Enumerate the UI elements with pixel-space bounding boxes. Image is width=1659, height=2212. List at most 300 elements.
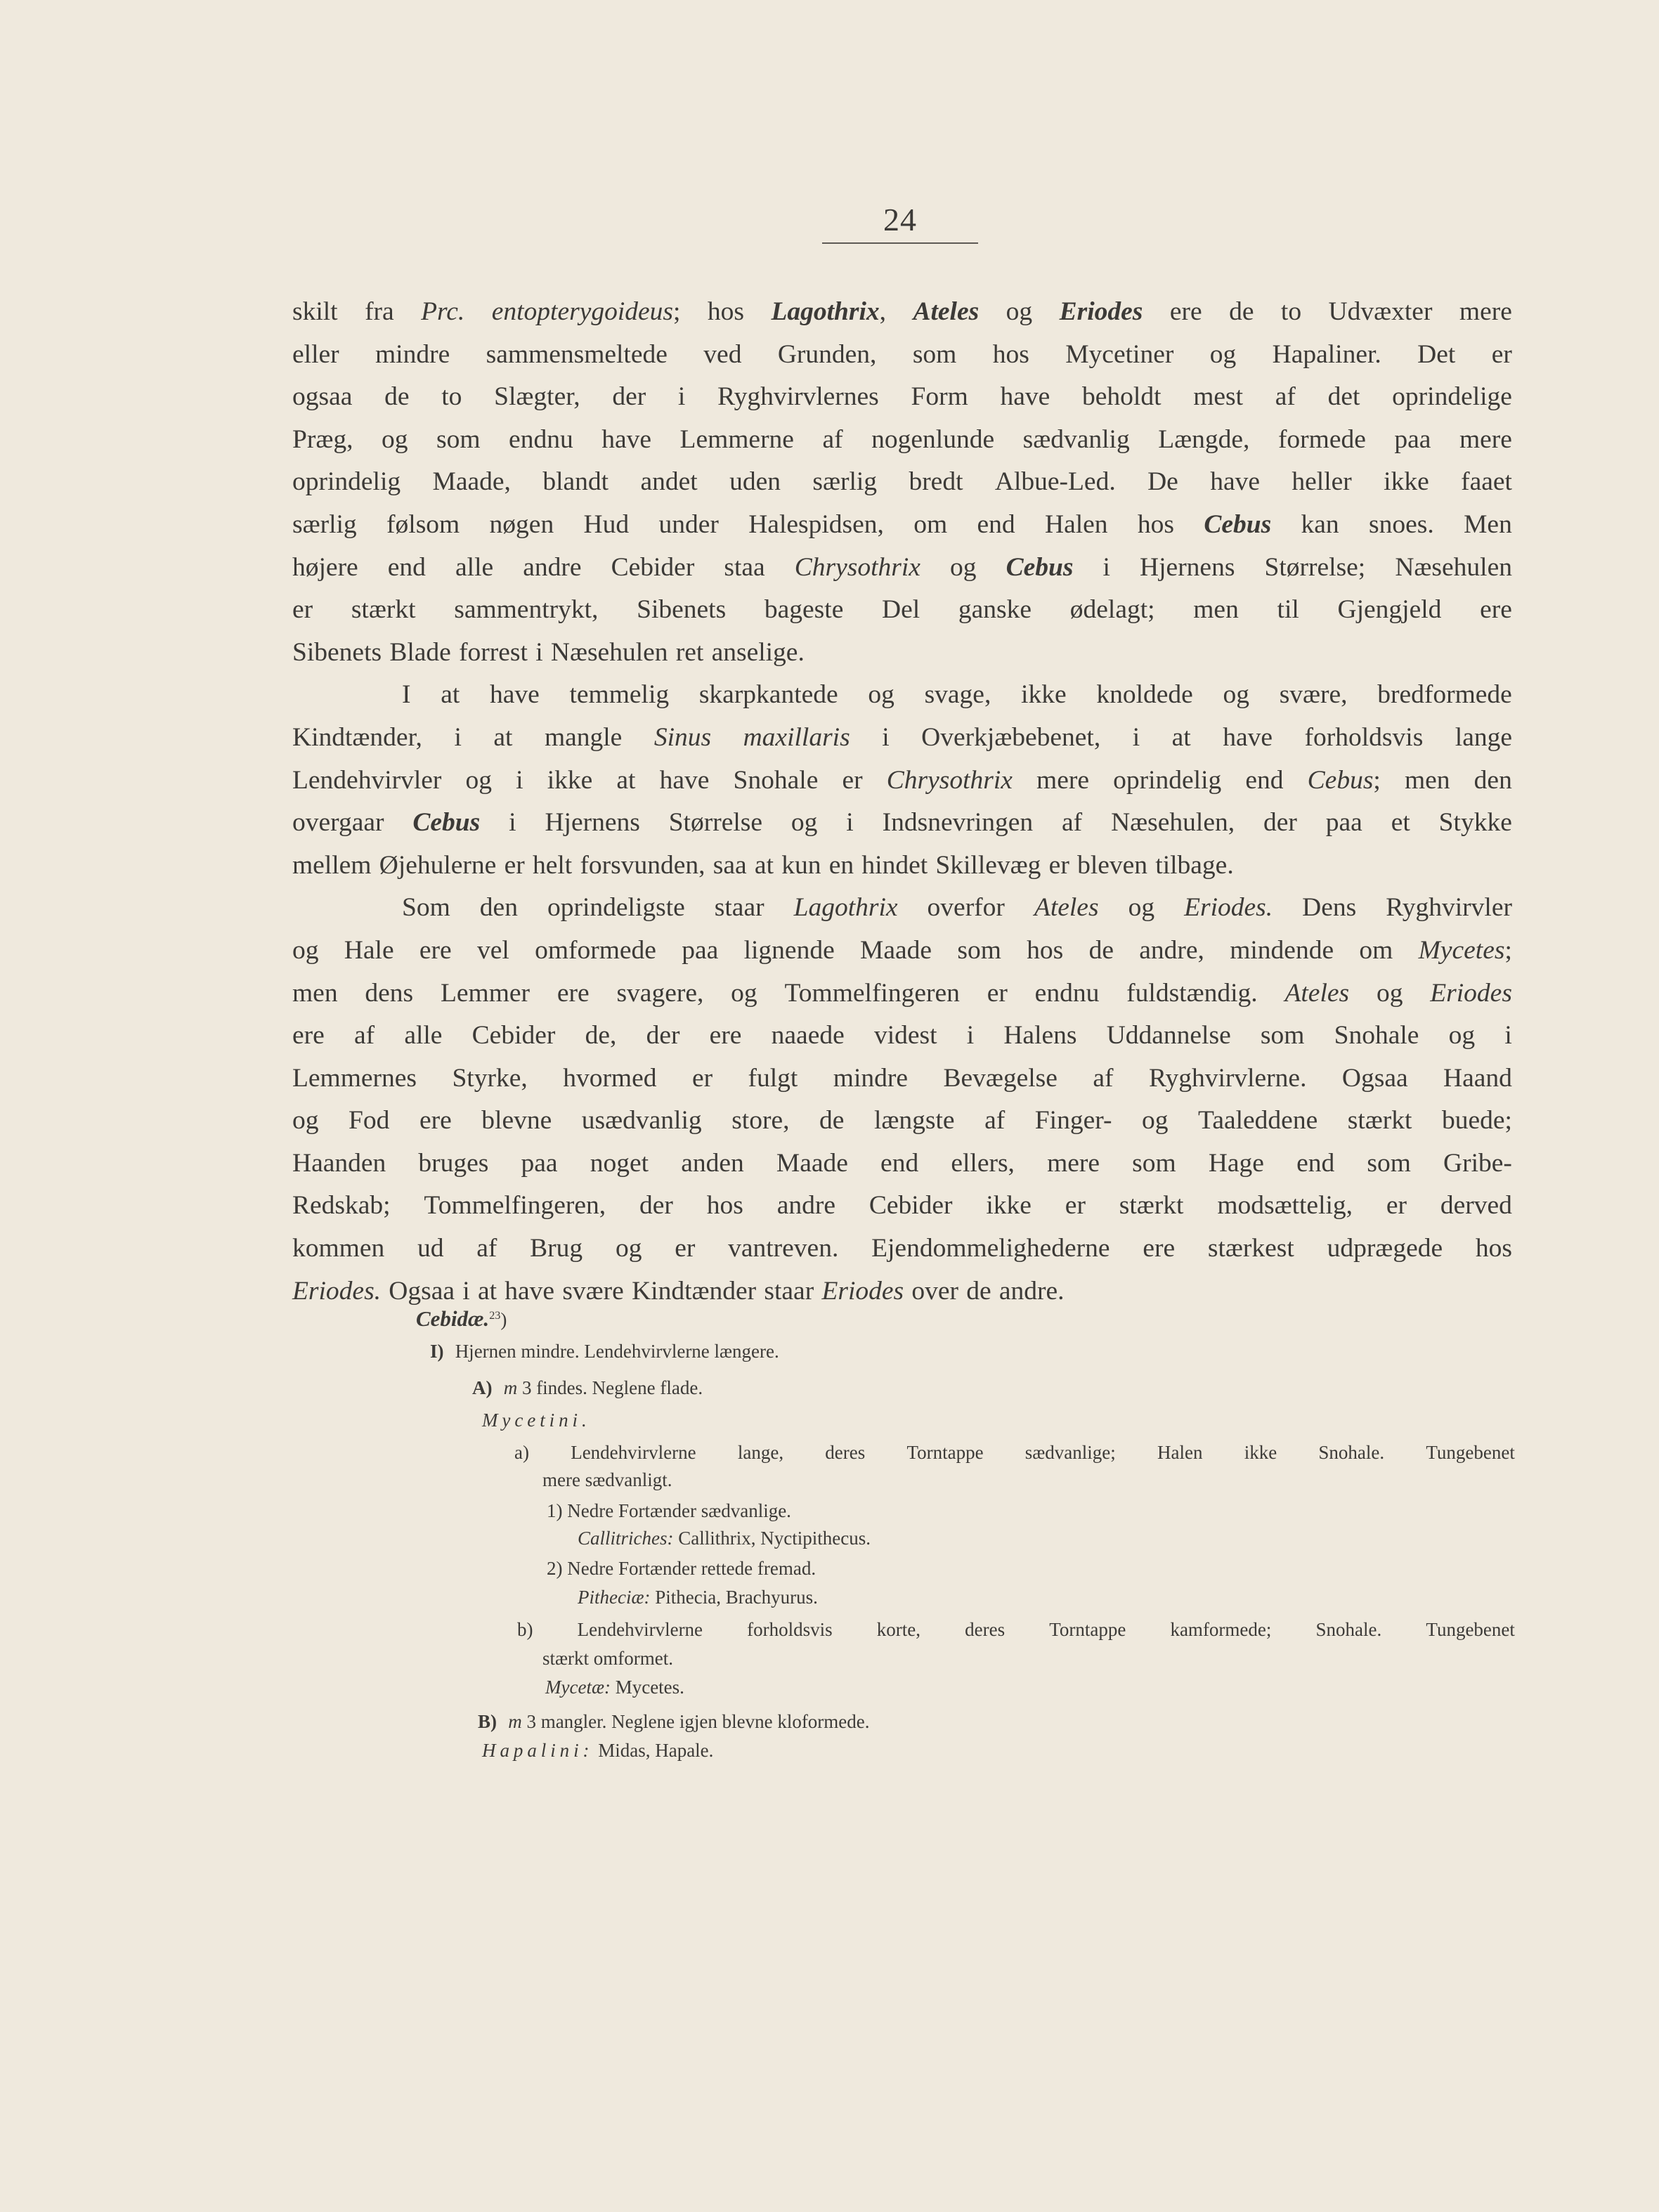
word: Blade: [389, 637, 451, 667]
word: to: [1280, 297, 1302, 326]
word: mest: [1193, 382, 1244, 412]
word: temmelig: [569, 680, 670, 710]
word: lange: [1455, 722, 1512, 752]
word: mellem: [292, 850, 372, 880]
word: og: [950, 552, 977, 582]
word: have: [505, 1276, 555, 1306]
word: forsvunden,: [580, 850, 705, 880]
word: andre: [523, 552, 582, 582]
word: Styrke,: [452, 1063, 528, 1093]
word: og: [1006, 297, 1033, 326]
word: I: [402, 680, 411, 710]
word: som: [436, 424, 481, 454]
word: deres: [965, 1619, 1006, 1640]
word: Haanden: [292, 1148, 386, 1178]
word: fuldstændig.: [1126, 978, 1258, 1008]
word: stærkest: [1207, 1234, 1294, 1263]
key-line: [478, 1707, 870, 1736]
word: mindre: [375, 339, 450, 369]
word: Fod: [349, 1106, 390, 1136]
word: paa: [682, 935, 719, 965]
word: uden: [729, 467, 781, 497]
word: Som: [402, 893, 450, 923]
word: mere: [1047, 1148, 1100, 1178]
word: Gribe-: [1443, 1148, 1512, 1178]
word: mindende: [1230, 935, 1334, 965]
word: bredformede: [1377, 680, 1512, 710]
word: og: [1142, 1106, 1169, 1136]
word: sammentrykt,: [454, 595, 599, 625]
word: om: [913, 509, 948, 539]
key-line: [482, 1405, 591, 1435]
word: mere: [1036, 765, 1089, 795]
key-line: [430, 1336, 779, 1366]
word: Ateles: [1284, 978, 1350, 1008]
word: ere: [557, 978, 590, 1008]
word: af: [984, 1106, 1006, 1136]
text-line: [292, 717, 1512, 760]
word: paa: [1325, 808, 1362, 838]
word: forholdsvis: [1304, 722, 1424, 752]
text-line: [292, 972, 1512, 1015]
word: kan: [1301, 509, 1339, 539]
word: og: [292, 935, 319, 965]
key-text: 3 findes. Neglene flade.: [517, 1377, 703, 1398]
word: a): [514, 1442, 529, 1463]
word: heller: [1292, 467, 1352, 497]
word: Halen: [1157, 1442, 1203, 1463]
word: svagere,: [616, 978, 704, 1008]
text-line: [292, 760, 1512, 802]
text-line: [292, 845, 1512, 887]
word: have: [1000, 382, 1050, 412]
word: og: [292, 1106, 319, 1136]
word: Chrysothrix: [886, 765, 1013, 795]
word: Halens: [1003, 1021, 1077, 1050]
word: at: [754, 850, 774, 880]
word: Halespidsen,: [748, 509, 884, 539]
word: store,: [731, 1106, 790, 1136]
word: hos: [707, 297, 744, 326]
key-text: Callithrix, Nyctipithecus.: [673, 1528, 871, 1549]
word: at: [616, 765, 636, 795]
word: i: [454, 722, 462, 752]
text-line: [292, 547, 1512, 590]
word: ellers,: [951, 1148, 1015, 1178]
word: alle: [455, 552, 494, 582]
word: kamformede;: [1170, 1619, 1272, 1640]
word: som: [1367, 1148, 1411, 1178]
word: Maade: [776, 1148, 848, 1178]
key-text: stærkt omformet.: [542, 1648, 673, 1669]
key-line: [547, 1496, 791, 1525]
word: naaede: [771, 1021, 845, 1050]
word: videst: [873, 1021, 937, 1050]
key-line: [578, 1582, 818, 1612]
key-line: [472, 1373, 703, 1403]
word: Bevægelse: [943, 1063, 1058, 1093]
word: Lemmerne: [679, 424, 794, 454]
footnote-ref: 23: [489, 1309, 501, 1322]
word: er: [691, 1063, 713, 1093]
word: Taaleddene: [1198, 1106, 1318, 1136]
word: er: [675, 1234, 696, 1263]
word: mangle: [544, 722, 623, 752]
word: forholdsvis: [747, 1619, 833, 1640]
text-line: [292, 1143, 1512, 1185]
word: formede: [1277, 424, 1366, 454]
word: bleven: [1077, 850, 1148, 880]
word: have: [1223, 722, 1273, 752]
word: ere: [419, 935, 452, 965]
word: længste: [873, 1106, 955, 1136]
word: de: [966, 1276, 991, 1306]
word: er: [842, 765, 863, 795]
word: hvormed: [563, 1063, 657, 1093]
word: endnu: [1034, 978, 1100, 1008]
word: Finger-: [1034, 1106, 1112, 1136]
word: Hale: [344, 935, 394, 965]
word: svære,: [1279, 680, 1348, 710]
word: Ateles: [1034, 893, 1099, 923]
word: af: [822, 424, 843, 454]
word: som: [912, 339, 957, 369]
key-text: Callitriches:: [578, 1528, 674, 1549]
word: er: [504, 850, 525, 880]
word: som: [1260, 1021, 1305, 1050]
text-line: [292, 632, 1512, 675]
word: Præg,: [292, 424, 353, 454]
word: Mycetiner: [1065, 339, 1174, 369]
word: Prc.: [421, 297, 465, 326]
text-line: [292, 504, 1512, 547]
word: anden: [681, 1148, 744, 1178]
key-line: [578, 1523, 871, 1553]
word: Grunden,: [777, 339, 877, 369]
word: mindre: [833, 1063, 909, 1093]
word: i: [1504, 1021, 1512, 1050]
word: i: [509, 808, 516, 838]
word: maxillaris: [743, 722, 850, 752]
key-marker: I): [430, 1341, 449, 1362]
word: i: [1132, 722, 1140, 752]
word: have: [1210, 467, 1261, 497]
word: overgaar: [292, 808, 384, 838]
word: tilbage.: [1155, 850, 1234, 880]
word: og: [465, 765, 493, 795]
word: have: [601, 424, 652, 454]
word: der: [639, 1191, 673, 1221]
word: hos: [1027, 935, 1064, 965]
word: ere: [1143, 1234, 1176, 1263]
word: om: [1359, 935, 1393, 965]
word: og: [382, 424, 408, 454]
word: svage,: [924, 680, 991, 710]
word: Eriodes.: [1184, 893, 1273, 923]
word: Stykke: [1438, 808, 1512, 838]
word: buede;: [1442, 1106, 1512, 1136]
key-text: Pithecia, Brachyurus.: [650, 1587, 818, 1608]
word: er: [1048, 850, 1069, 880]
word: hindet: [861, 850, 928, 880]
word: Kindtænder,: [292, 722, 422, 752]
key-text: 3 mangler. Neglene igjen blevne kloformede.: [521, 1711, 870, 1732]
word: er: [987, 978, 1008, 1008]
word: ikke: [1244, 1442, 1277, 1463]
word: Cebus;: [1307, 765, 1381, 795]
key-marker: B): [478, 1711, 502, 1732]
key-line: [482, 1736, 713, 1765]
word: Lendehvirvler: [292, 765, 442, 795]
word: ikke: [1384, 467, 1429, 497]
word: over: [911, 1276, 958, 1306]
word: Redskab;: [292, 1191, 391, 1221]
word: men: [1193, 595, 1239, 625]
word: ikke: [986, 1191, 1032, 1221]
word: Mycetes;: [1418, 935, 1512, 965]
word: overfor: [927, 893, 1005, 923]
word: ret: [675, 637, 704, 667]
word: den: [479, 893, 518, 923]
key-text: Hapalini:: [482, 1740, 594, 1761]
text-line: [292, 887, 1512, 930]
word: Størrelse;: [1264, 552, 1366, 582]
word: bruges: [418, 1148, 489, 1178]
word: og: [1223, 680, 1249, 710]
word: Størrelse: [668, 808, 763, 838]
word: der: [612, 382, 646, 412]
word: omformede: [535, 935, 656, 965]
word: Torntappe: [1049, 1619, 1126, 1640]
word: Tungebenet: [1426, 1619, 1515, 1640]
word: Næsehulen: [1395, 552, 1512, 582]
word: af: [1275, 382, 1296, 412]
word: som: [1132, 1148, 1176, 1178]
word: Cebus: [1006, 552, 1074, 582]
text-line: [292, 461, 1512, 504]
word: at: [1171, 722, 1191, 752]
word: ikke: [1021, 680, 1067, 710]
word: Tommelfingeren,: [424, 1191, 606, 1221]
word: der: [646, 1021, 680, 1050]
word: under: [658, 509, 719, 539]
word: at: [493, 722, 513, 752]
key-line: [547, 1554, 816, 1583]
word: og: [868, 680, 894, 710]
key-title-text: Cebidæ.: [416, 1306, 490, 1331]
word: stærkt: [1119, 1191, 1184, 1221]
word: i: [1102, 552, 1110, 582]
word: blandt: [542, 467, 609, 497]
word: endnu: [509, 424, 573, 454]
word: staar: [714, 893, 765, 923]
word: have: [489, 680, 540, 710]
word: ere: [292, 1021, 325, 1050]
word: og: [615, 1234, 642, 1263]
word: Længde,: [1158, 424, 1250, 454]
key-line: [542, 1644, 673, 1673]
word: Tungebenet: [1426, 1442, 1515, 1463]
word: Chrysothrix: [794, 552, 920, 582]
word: Hapaliner.: [1272, 339, 1381, 369]
word: andet: [640, 467, 698, 497]
word: Cebider: [471, 1021, 556, 1050]
word: paa: [1394, 424, 1431, 454]
word: Skillevæg: [935, 850, 1041, 880]
word: Men: [1464, 509, 1512, 539]
key-line: [545, 1672, 684, 1702]
word: sædvanlig: [1022, 424, 1130, 454]
key-line: [514, 1438, 1515, 1467]
word: end: [977, 509, 1015, 539]
word: særlig: [292, 509, 357, 539]
key-text: Mycetini.: [482, 1410, 591, 1431]
word: hos: [706, 1191, 743, 1221]
text-line: [292, 376, 1512, 419]
word: vantreven.: [728, 1234, 839, 1263]
word: af: [353, 1021, 375, 1050]
word: at: [441, 680, 460, 710]
word: den: [1473, 765, 1512, 795]
word: Sinus: [653, 722, 712, 752]
word: oprindeligste: [547, 893, 685, 923]
page-number: 24: [883, 202, 917, 238]
word: skilt: [292, 297, 338, 326]
word: skarpkantede: [698, 680, 838, 710]
word: og: [1128, 893, 1155, 923]
word: sædvanlige;: [1024, 1442, 1116, 1463]
word: Del: [882, 595, 920, 625]
word: Cebider: [868, 1191, 953, 1221]
word: Torntappe: [906, 1442, 984, 1463]
word: ved: [703, 339, 742, 369]
text-line: [292, 419, 1512, 462]
word: ikke: [547, 765, 593, 795]
word: de: [1088, 935, 1114, 965]
word: Snohale: [1334, 1021, 1419, 1050]
body-text: [292, 291, 1512, 1313]
word: nøgen: [489, 509, 554, 539]
word: anselige.: [711, 637, 805, 667]
word: Eriodes: [1430, 978, 1512, 1008]
word: af: [1062, 808, 1083, 838]
text-line: [292, 1185, 1512, 1228]
key-marker: A): [472, 1377, 497, 1398]
word: Uddannelse: [1106, 1021, 1231, 1050]
word: derved: [1440, 1191, 1512, 1221]
word: de: [1229, 297, 1254, 326]
word: Halen: [1045, 509, 1108, 539]
word: Form: [911, 382, 968, 412]
word: nogenlunde: [871, 424, 995, 454]
word: oprindelig: [292, 467, 401, 497]
word: er: [292, 595, 313, 625]
word: deres: [825, 1442, 866, 1463]
word: de,: [585, 1021, 617, 1050]
word: er: [1491, 339, 1512, 369]
word: Gjengjeld: [1337, 595, 1442, 625]
word: Næsehulen,: [1111, 808, 1235, 838]
word: entopterygoideus;: [491, 297, 681, 326]
word: det: [1327, 382, 1360, 412]
word: staar: [764, 1276, 814, 1306]
word: Øjehulerne: [379, 850, 497, 880]
word: Tommelfingeren: [784, 978, 960, 1008]
word: er: [1386, 1191, 1407, 1221]
page-number-rule: [822, 242, 978, 244]
word: Eriodes: [1059, 297, 1143, 326]
word: end: [880, 1148, 919, 1178]
word: Eriodes: [821, 1276, 904, 1306]
word: Ryghvirvlerne.: [1148, 1063, 1307, 1093]
word: i: [462, 1276, 470, 1306]
word: andre,: [1139, 935, 1204, 965]
word: Det: [1417, 339, 1456, 369]
word: ere: [1169, 297, 1202, 326]
word: af: [1093, 1063, 1114, 1093]
word: Dens: [1302, 893, 1357, 923]
text-line: [292, 1015, 1512, 1058]
key-text: Mycetæ:: [545, 1677, 611, 1698]
word: korte,: [876, 1619, 921, 1640]
word: mere: [1459, 297, 1512, 326]
word: og: [1376, 978, 1403, 1008]
word: ere: [419, 1106, 452, 1136]
word: Hjernens: [545, 808, 640, 838]
word: fra: [365, 297, 394, 326]
text-line: [292, 1228, 1512, 1270]
word: noget: [590, 1148, 649, 1178]
word: stærkt: [1347, 1106, 1412, 1136]
word: højere: [292, 552, 358, 582]
word: og: [1209, 339, 1237, 369]
word: Sibenets: [292, 637, 382, 667]
word: stærkt: [351, 595, 416, 625]
word: Lendehvirvlerne: [577, 1619, 703, 1640]
key-text: Pitheciæ:: [578, 1587, 651, 1608]
word: en: [828, 850, 854, 880]
word: sammensmeltede: [486, 339, 668, 369]
word: Ejendommelighederne: [871, 1234, 1110, 1263]
word: Hjernens: [1140, 552, 1235, 582]
word: i: [966, 1021, 975, 1050]
word: Snohale: [733, 765, 819, 795]
word: usædvanlig: [581, 1106, 702, 1136]
word: og: [1448, 1021, 1476, 1050]
word: ganske: [958, 595, 1032, 625]
word: beholdt: [1082, 382, 1162, 412]
word: er: [1065, 1191, 1086, 1221]
word: de: [819, 1106, 845, 1136]
word: kun: [781, 850, 821, 880]
word: Maade: [860, 935, 932, 965]
word: kommen: [292, 1234, 385, 1263]
word: særlig: [812, 467, 878, 497]
text-line: [292, 334, 1512, 377]
word: lignende: [743, 935, 835, 965]
key-text: m: [503, 1377, 518, 1398]
word: eller: [292, 339, 339, 369]
word: ud: [417, 1234, 444, 1263]
key-text: 1) Nedre Fortænder sædvanlige.: [547, 1500, 791, 1521]
word: Ateles: [913, 297, 980, 326]
word: snoes.: [1369, 509, 1434, 539]
word: fulgt: [748, 1063, 798, 1093]
word: Cebus: [412, 808, 481, 838]
word: end: [1245, 765, 1284, 795]
word: to: [441, 382, 462, 412]
word: og: [731, 978, 757, 1008]
